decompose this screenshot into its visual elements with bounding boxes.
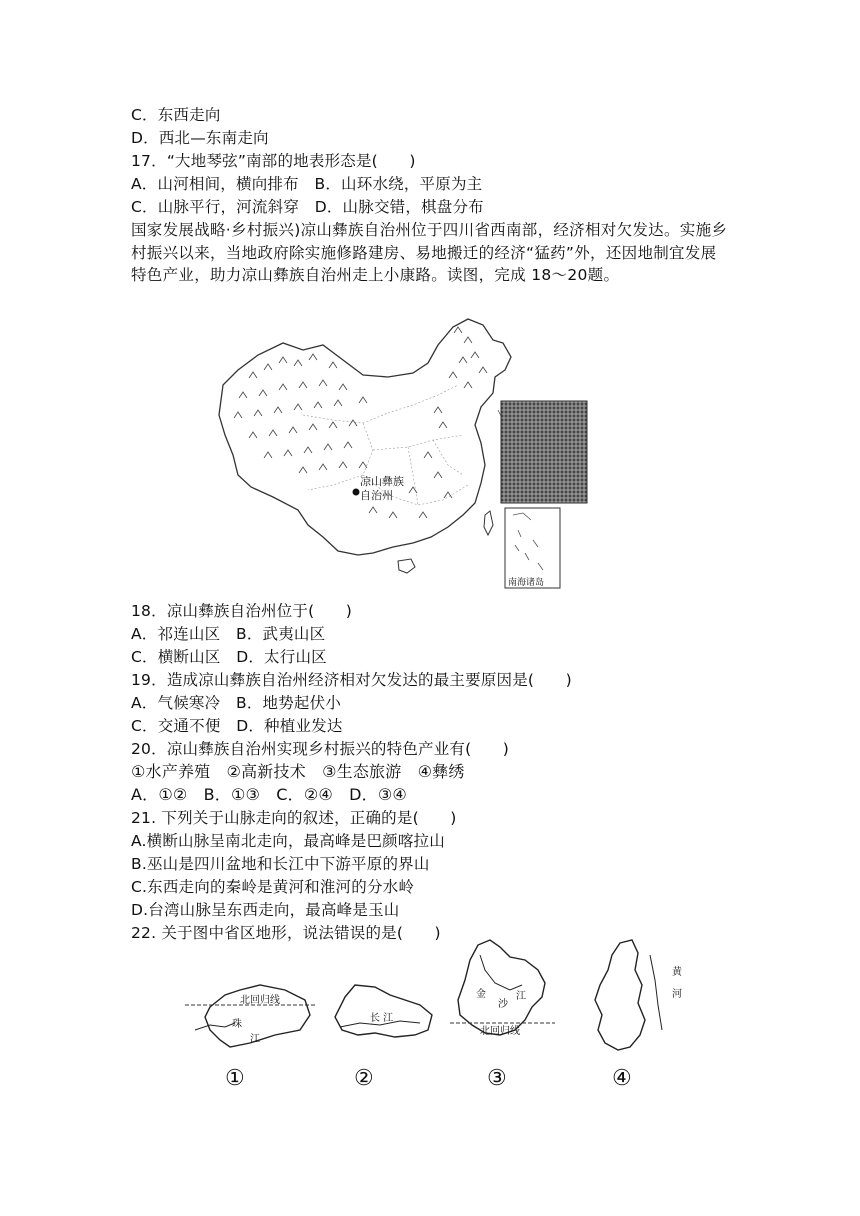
mountain-symbol xyxy=(264,452,272,458)
q17-options-ab: A．山河相间，横向排布 B．山环水绕，平原为主 xyxy=(131,175,483,193)
province-map-2 xyxy=(335,985,432,1037)
q20-stem: 20．凉山彝族自治州实现乡村振兴的特色产业有( ) xyxy=(131,740,510,758)
map1-river-2: 江 xyxy=(250,1034,260,1045)
mountain-symbol xyxy=(299,467,307,473)
mountain-symbol xyxy=(454,327,462,333)
mountain-symbol xyxy=(294,360,302,366)
map4-river-2: 河 xyxy=(672,989,682,1000)
mountain-symbol xyxy=(319,464,327,470)
q22-stem: 22. 关于图中省区地形，说法错误的是( ) xyxy=(131,924,441,942)
mountain-symbol xyxy=(334,400,342,406)
province-maps xyxy=(180,935,680,1065)
mountain-symbol xyxy=(464,382,472,388)
nanhai-inset-label: 南海诸岛 xyxy=(508,578,545,588)
mountain-symbol xyxy=(349,420,357,426)
mountain-symbol xyxy=(254,410,262,416)
china-map xyxy=(213,315,588,590)
map4-river-1: 黄 xyxy=(672,967,682,978)
map-label-2: ② xyxy=(354,1066,374,1091)
mountain-symbol xyxy=(449,372,457,378)
liangshan-marker xyxy=(353,489,360,496)
province-map-1 xyxy=(185,985,315,1047)
map-label-1: ① xyxy=(225,1066,245,1091)
mountain-symbol xyxy=(304,447,312,453)
mountain-symbol xyxy=(309,424,317,430)
mountain-symbol xyxy=(324,444,332,450)
q20-items: ①水产养殖 ②高新技术 ③生态旅游 ④彝绣 xyxy=(131,762,465,781)
mountain-symbol xyxy=(269,430,277,436)
mountain-symbol xyxy=(239,392,247,398)
mountain-symbol xyxy=(249,432,257,438)
map3-river-2: 沙 xyxy=(498,999,508,1010)
q18-options-cd: C．横断山区 D．太行山区 xyxy=(131,648,327,666)
mountain-symbol xyxy=(234,412,242,418)
mountain-symbol xyxy=(329,422,337,428)
mountain-symbol xyxy=(464,337,472,343)
mountain-symbol xyxy=(249,372,257,378)
mountain-symbol xyxy=(339,462,347,468)
mountain-symbol xyxy=(279,384,287,390)
mountain-symbol xyxy=(359,462,367,468)
map1-tropic-label: 北回归线 xyxy=(240,995,280,1006)
q21-stem: 21. 下列关于山脉走向的叙述，正确的是( ) xyxy=(131,809,457,827)
mountain-symbol xyxy=(264,364,272,370)
mountain-symbol xyxy=(359,397,367,403)
liangshan-label-1: 凉山彝族 xyxy=(360,475,404,488)
q17-options-cd: C．山脉平行，河流斜穿 D．山脉交错，棋盘分布 xyxy=(131,198,484,216)
mountain-symbol xyxy=(479,367,487,373)
mountain-symbol xyxy=(389,512,397,518)
q21-option-b: B.巫山是四川盆地和长江中下游平原的界山 xyxy=(131,855,430,873)
q16-option-d: D．西北—东南走向 xyxy=(131,129,269,147)
mountain-symbol xyxy=(434,472,442,478)
mountain-symbol xyxy=(289,427,297,433)
mountain-symbol xyxy=(284,450,292,456)
mountain-symbol xyxy=(279,357,287,363)
mountain-symbol xyxy=(309,354,317,360)
map3-river-1: 金 xyxy=(476,989,486,1000)
mountain-symbol xyxy=(299,382,307,388)
mountain-symbol xyxy=(471,352,479,358)
q17-stem: 17．“大地琴弦”南部的地表形态是( ) xyxy=(131,152,416,170)
mountain-symbol xyxy=(439,422,447,428)
mountain-symbol xyxy=(329,362,337,368)
province-map-3 xyxy=(450,940,555,1037)
mountain-symbol xyxy=(459,357,467,363)
q19-options-ab: A．气候寒冷 B．地势起伏小 xyxy=(131,694,342,712)
q21-option-c: C.东西走向的秦岭是黄河和淮河的分水岭 xyxy=(131,878,415,896)
q18-options-ab: A．祁连山区 B．武夷山区 xyxy=(131,625,326,643)
mountain-symbol xyxy=(344,442,352,448)
mountain-symbol xyxy=(259,390,267,396)
q16-option-c: C．东西走向 xyxy=(131,106,221,124)
map-label-4: ④ xyxy=(612,1066,632,1091)
map1-river-1: 珠 xyxy=(232,1019,242,1030)
mountain-symbol xyxy=(424,452,432,458)
mountain-symbol xyxy=(369,507,377,513)
q20-options: A．①② B．①③ C．②④ D．③④ xyxy=(131,785,407,804)
mountain-symbol xyxy=(339,384,347,390)
passage-text: 国家发展战略·乡村振兴)凉山彝族自治州位于四川省西南部，经济相对欠发达。实施乡村振兴以来，当地政府除实施修路建房、易地搬迁的经济“猛药”外，还因地制宜发展特色产业，助力凉山彝族自治州走上小康路。读图，完成 18～20题。 xyxy=(131,221,728,284)
map2-river-label: 长 江 xyxy=(370,1013,394,1024)
mountain-symbol xyxy=(319,380,327,386)
liangshan-label-2: 自治州 xyxy=(360,489,393,502)
province-map-4 xyxy=(595,940,683,1050)
q21-option-d: D.台湾山脉呈东西走向，最高峰是玉山 xyxy=(131,901,400,919)
map3-tropic-label: 北回归线 xyxy=(480,1026,520,1037)
mountain-symbol xyxy=(274,407,282,413)
mountain-symbol xyxy=(444,492,452,498)
q21-option-a: A.横断山脉呈南北走向，最高峰是巴颜喀拉山 xyxy=(131,832,445,850)
map-label-3: ③ xyxy=(487,1066,507,1091)
map3-river-3: 江 xyxy=(516,991,526,1002)
q19-stem: 19．造成凉山彝族自治州经济相对欠发达的最主要原因是( ) xyxy=(131,671,572,689)
mountain-symbol xyxy=(314,402,322,408)
province-map-labels xyxy=(0,1066,860,1096)
q18-stem: 18．凉山彝族自治州位于( ) xyxy=(131,602,353,620)
mountain-symbol xyxy=(434,407,442,413)
q19-options-cd: C．交通不便 D．种植业发达 xyxy=(131,717,343,735)
mountain-symbol xyxy=(419,512,427,518)
mountain-symbol xyxy=(294,404,302,410)
